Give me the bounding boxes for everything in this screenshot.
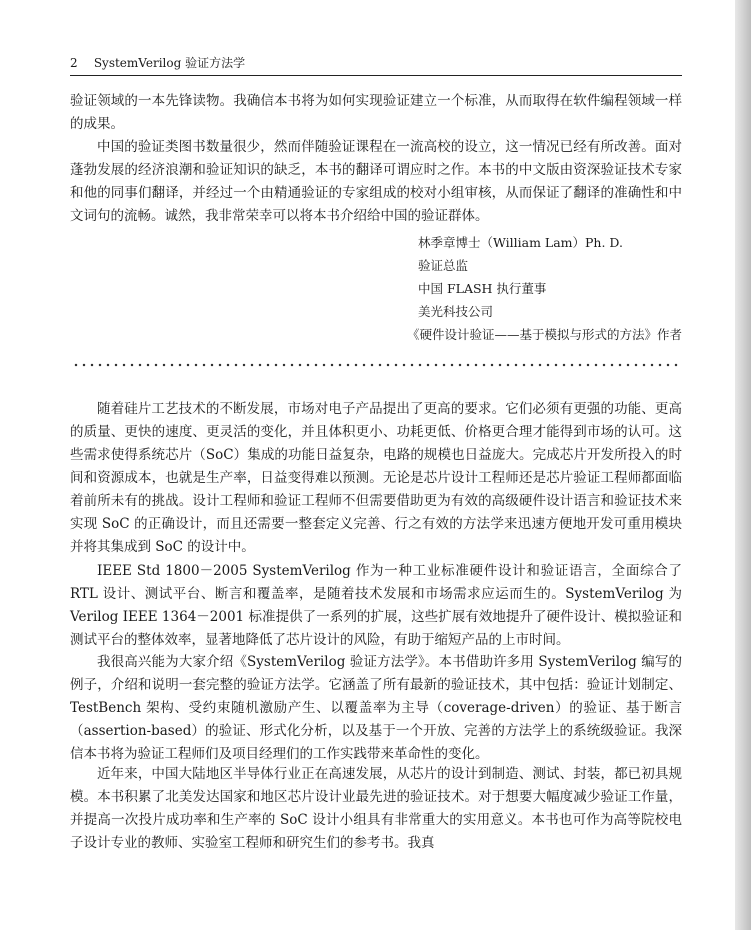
signature-company: 美光科技公司 [418,304,494,319]
paragraph-body-1: 随着硅片工艺技术的不断发展，市场对电子产品提出了更高的要求。它们必须有更强的功能、更高的质量、更快的速度、更灵活的变化，并且体积更小、功耗更低、价格更合理才能得到市场的认可。这些需求使得系统芯片（SoC）集成的功能日益复杂，电路的规模也日益庞大。完成芯片开发所投入的时间和资源成本，也就是生产率，日益变得难以预测。无论是芯片设计工程师还是芯片验证工程师都面临着前所未有的挑战。设计工程师和验证工程师不但需要借助更为有效的高级硬件设计语言和验证技术来实现 SoC 的正确设计，而且还需要一整套定义完善、行之有效的方法学来迅速方便地开发可重用模块并将其集成到 SoC 的设计中。 [70,401,682,555]
dotted-separator [72,363,680,367]
header-rule [70,75,682,76]
signature-name: 林季章博士（William Lam）Ph. D. [418,235,623,250]
page-edge-shadow [735,0,751,930]
running-header [70,55,682,71]
paragraph-body-2: IEEE Std 1800－2005 SystemVerilog 作为一种工业标准硬件设计和验证语言，全面综合了 RTL 设计、测试平台、断言和覆盖率，是随着技术发展和市场需求应运而生的。SystemVerilog 为 Verilog IEEE 1364－2001 标准提供了一系列的扩展，这些扩展有效地提升了硬件设计、模拟验证和测试平台的整体效率，显著地降低了芯片设计的风险，有助于缩短产品的上市时间。 [70,563,682,648]
paragraph-preface-2: 中国的验证类图书数量很少，然而伴随验证课程在一流高校的设立，这一情况已经有所改善。面对蓬勃发展的经济浪潮和验证知识的缺乏，本书的翻译可谓应时之作。本书的中文版由资深验证技术专家和他的同事们翻译，并经过一个由精通验证的专家组成的校对小组审核，从而保证了翻译的准确性和中文词句的流畅。诚然，我非常荣幸可以将本书介绍给中国的验证群体。 [70,139,682,224]
signature-book-credit: 《硬件设计验证——基于模拟与形式的方法》作者 [406,327,682,342]
paragraph-preface-1: 验证领域的一本先锋读物。我确信本书将为如何实现验证建立一个标准，从而取得在软件编程领域一样的成果。 [70,93,682,132]
running-title: SystemVerilog 验证方法学 [93,56,246,70]
paragraph-body-4: 近年来，中国大陆地区半导体行业正在高速发展，从芯片的设计到制造、测试、封装，都已初具规模。本书积累了北美发达国家和地区芯片设计业最先进的验证技术。对于想要大幅度减少验证工作量，并提高一次投片成功率和生产率的 SoC 设计小组具有非常重大的实用意义。本书也可作为高等院校电子设计专业的教师、实验室工程师和研究生们的参考书。我真 [70,766,682,851]
signature-title-1: 验证总监 [418,258,469,273]
signature-title-2: 中国 FLASH 执行董事 [418,281,547,296]
page-number: 2 [70,56,78,70]
paragraph-body-3: 我很高兴能为大家介绍《SystemVerilog 验证方法学》。本书借助许多用 SystemVerilog 编写的例子，介绍和说明一套完整的验证方法学。它涵盖了所有最新的验证技术，其中包括：验证计划制定、TestBench 架构、受约束随机激励产生、以覆盖率为主导（coverage-driven）的验证、基于断言（assertion-based）的验证、形式化分析，以及基于一个开放、完善的方法学上的系统级验证。我深信本书将为验证工程师们及项目经理们的工作实践带来革命性的变化。 [70,654,682,762]
